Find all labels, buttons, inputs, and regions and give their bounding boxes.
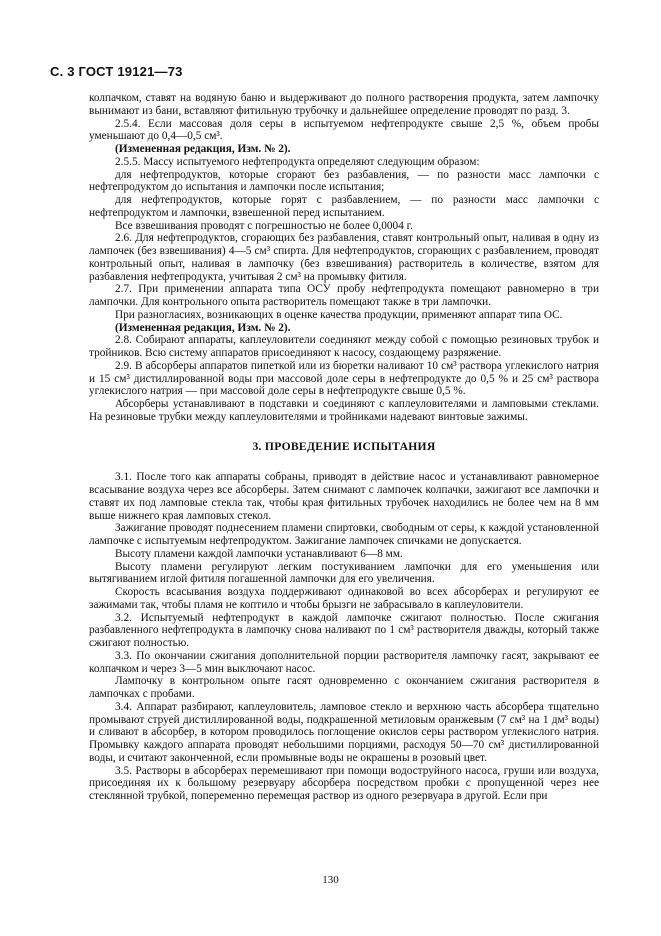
paragraph: При разногласиях, возникающих в оценке качества продукции, применяют аппарат типа ОС. bbox=[115, 308, 563, 321]
paragraph: 3.4. Аппарат разбирают, каплеуловитель, ламповое стекло и верхнюю часть абсорбера тщательно промывают струей дистиллированной воды, подкрашенной метиловым оранжевым (7 см³ на 1 дм³ воды) и сливают в абсорбер, в котором проводилось поглощение окислов серы раствором углекислого натрия. Промывку каждого аппарата проводят небольшими порциями, расходуя 50—70 см³ дистиллированной воды, и считают законченной, если промывные воды не окрашены в розовый цвет. bbox=[89, 700, 599, 764]
text-block-section-3 bbox=[89, 471, 599, 803]
amendment-note: (Измененная редакция, Изм. № 2). bbox=[115, 321, 291, 334]
paragraph: Абсорберы устанавливают в подставки и соединяют с каплеуловителями и ламповыми стеклами. На резиновые трубки между каплеуловителями и тройниками надевают винтовые зажимы. bbox=[89, 398, 599, 423]
document-body bbox=[89, 92, 599, 803]
page-header: С. 3 ГОСТ 19121—73 bbox=[50, 64, 183, 79]
paragraph: 2.6. Для нефтепродуктов, сгорающих без разбавления, ставят контрольный опыт, наливая в одну из лампочек (без взвешивания) 4—5 см³ спирта. Для нефтепродуктов, сгорающих с разбавлением, проводят контрольный опыт, наливая в лампочку (без взвешивания) растворитель в количестве, взятом для разбавления нефтепродукта, учитывая 2 см³ на промывку фитиля. bbox=[89, 232, 599, 283]
paragraph: 3.2. Испытуемый нефтепродукт в каждой лампочке сжигают полностью. После сжигания разбавленного нефтепродукта в лампочку снова наливают по 1 см³ растворителя дважды, который также сжигают полностью. bbox=[89, 611, 599, 649]
paragraph: 2.5.4. Если массовая доля серы в испытуемом нефтепродукте свыше 2,5 %, объем пробы уменьшают до 0,4—0,5 см³. bbox=[89, 117, 599, 143]
paragraph: Скорость всасывания воздуха поддерживают одинаковой во всех абсорберах и регулируют ее зажимами так, чтобы пламя не коптило и чтобы брызги не забрасывало в каплеуловители. bbox=[89, 586, 599, 611]
paragraph: Высоту пламени регулируют легким постукиванием лампочки для его уменьшения или вытягиванием иглой фитиля погашенной лампочки для его увеличения. bbox=[89, 560, 599, 586]
paragraph: 2.7. При применении аппарата типа ОСУ пробу нефтепродукта помещают равномерно в три лампочки. Для контрольного опыта растворитель помещают также в три лампочки. bbox=[89, 283, 599, 308]
paragraph: 3.3. По окончании сжигания дополнительной порции растворителя лампочку гасят, закрывают ее колпачком и через 3—5 мин выключают насос. bbox=[89, 649, 599, 675]
section-heading: 3. ПРОВЕДЕНИЕ ИСПЫТАНИЯ bbox=[252, 439, 436, 453]
amendment-note: (Измененная редакция, Изм. № 2). bbox=[115, 143, 291, 155]
paragraph: 2.9. В абсорберы аппаратов пипеткой или из бюретки наливают 10 см³ раствора углекислого натрия и 15 см³ дистиллированной воды при массовой доле серы в нефтепродукте до 0,5 % и 25 см³ раствора углекислого натрия — при массовой доле серы в нефтепродукте свыше 0,5 %. bbox=[89, 359, 599, 398]
paragraph: Зажигание проводят поднесением пламени спиртовки, свободным от серы, к каждой установленной лампочке с испытуемым нефтепродуктом. Зажигание лампочек спичками не допускается. bbox=[89, 522, 599, 547]
paragraph: колпачком, ставят на водяную баню и выдерживают до полного растворения продукта, затем лампочку вынимают из бани, вставляют фитильную трубочку и дальнейшее определение проводят по разд. 3. bbox=[89, 92, 599, 117]
paragraph: Высоту пламени каждой лампочки устанавливают 6—8 мм. bbox=[115, 547, 403, 560]
paragraph: 3.1. После того как аппараты собраны, приводят в действие насос и устанавливают равномерное всасывание воздуха через все абсорберы. Затем снимают с лампочек колпачки, зажигают все лампочки и ставят их под ламповые стекла так, чтобы края фитильных трубочек находились не более чем на 8 мм выше нижнего края ламповых стекол. bbox=[89, 471, 599, 522]
paragraph: Все взвешивания проводят с погрешностью не более 0,0004 г. bbox=[115, 219, 413, 232]
paragraph: для нефтепродуктов, которые сгорают без разбавления, — по разности масс лампочки с нефтепродуктом до испытания и лампочки после испытания; bbox=[89, 168, 599, 194]
paragraph: для нефтепродуктов, которые горят с разбавлением, — по разности масс лампочки с нефтепродуктом и лампочки, взвешенной перед испытанием. bbox=[89, 194, 599, 219]
paragraph: 2.8. Собирают аппараты, каплеуловители соединяют между собой с помощью резиновых трубок и тройников. Всю систему аппаратов присоединяют к насосу, создающему разряжение. bbox=[89, 334, 599, 359]
text-block-section-2 bbox=[89, 92, 599, 424]
paragraph: 2.5.5. Массу испытуемого нефтепродукта определяют следующим образом: bbox=[115, 155, 480, 168]
paragraph: 3.5. Растворы в абсорберах перемешивают при помощи водоструйного насоса, груши или воздуха, присоединяя их к большому резервуару абсорбера посредством пробки с пропущенной через нее стеклянной трубкой, попеременно перемещая раствор из одного резервуара в другой. Если при bbox=[89, 764, 599, 802]
paragraph: Лампочку в контрольном опыте гасят одновременно с окончанием сжигания растворителя в лампочках с пробами. bbox=[89, 675, 599, 700]
page-number: 130 bbox=[322, 874, 339, 886]
